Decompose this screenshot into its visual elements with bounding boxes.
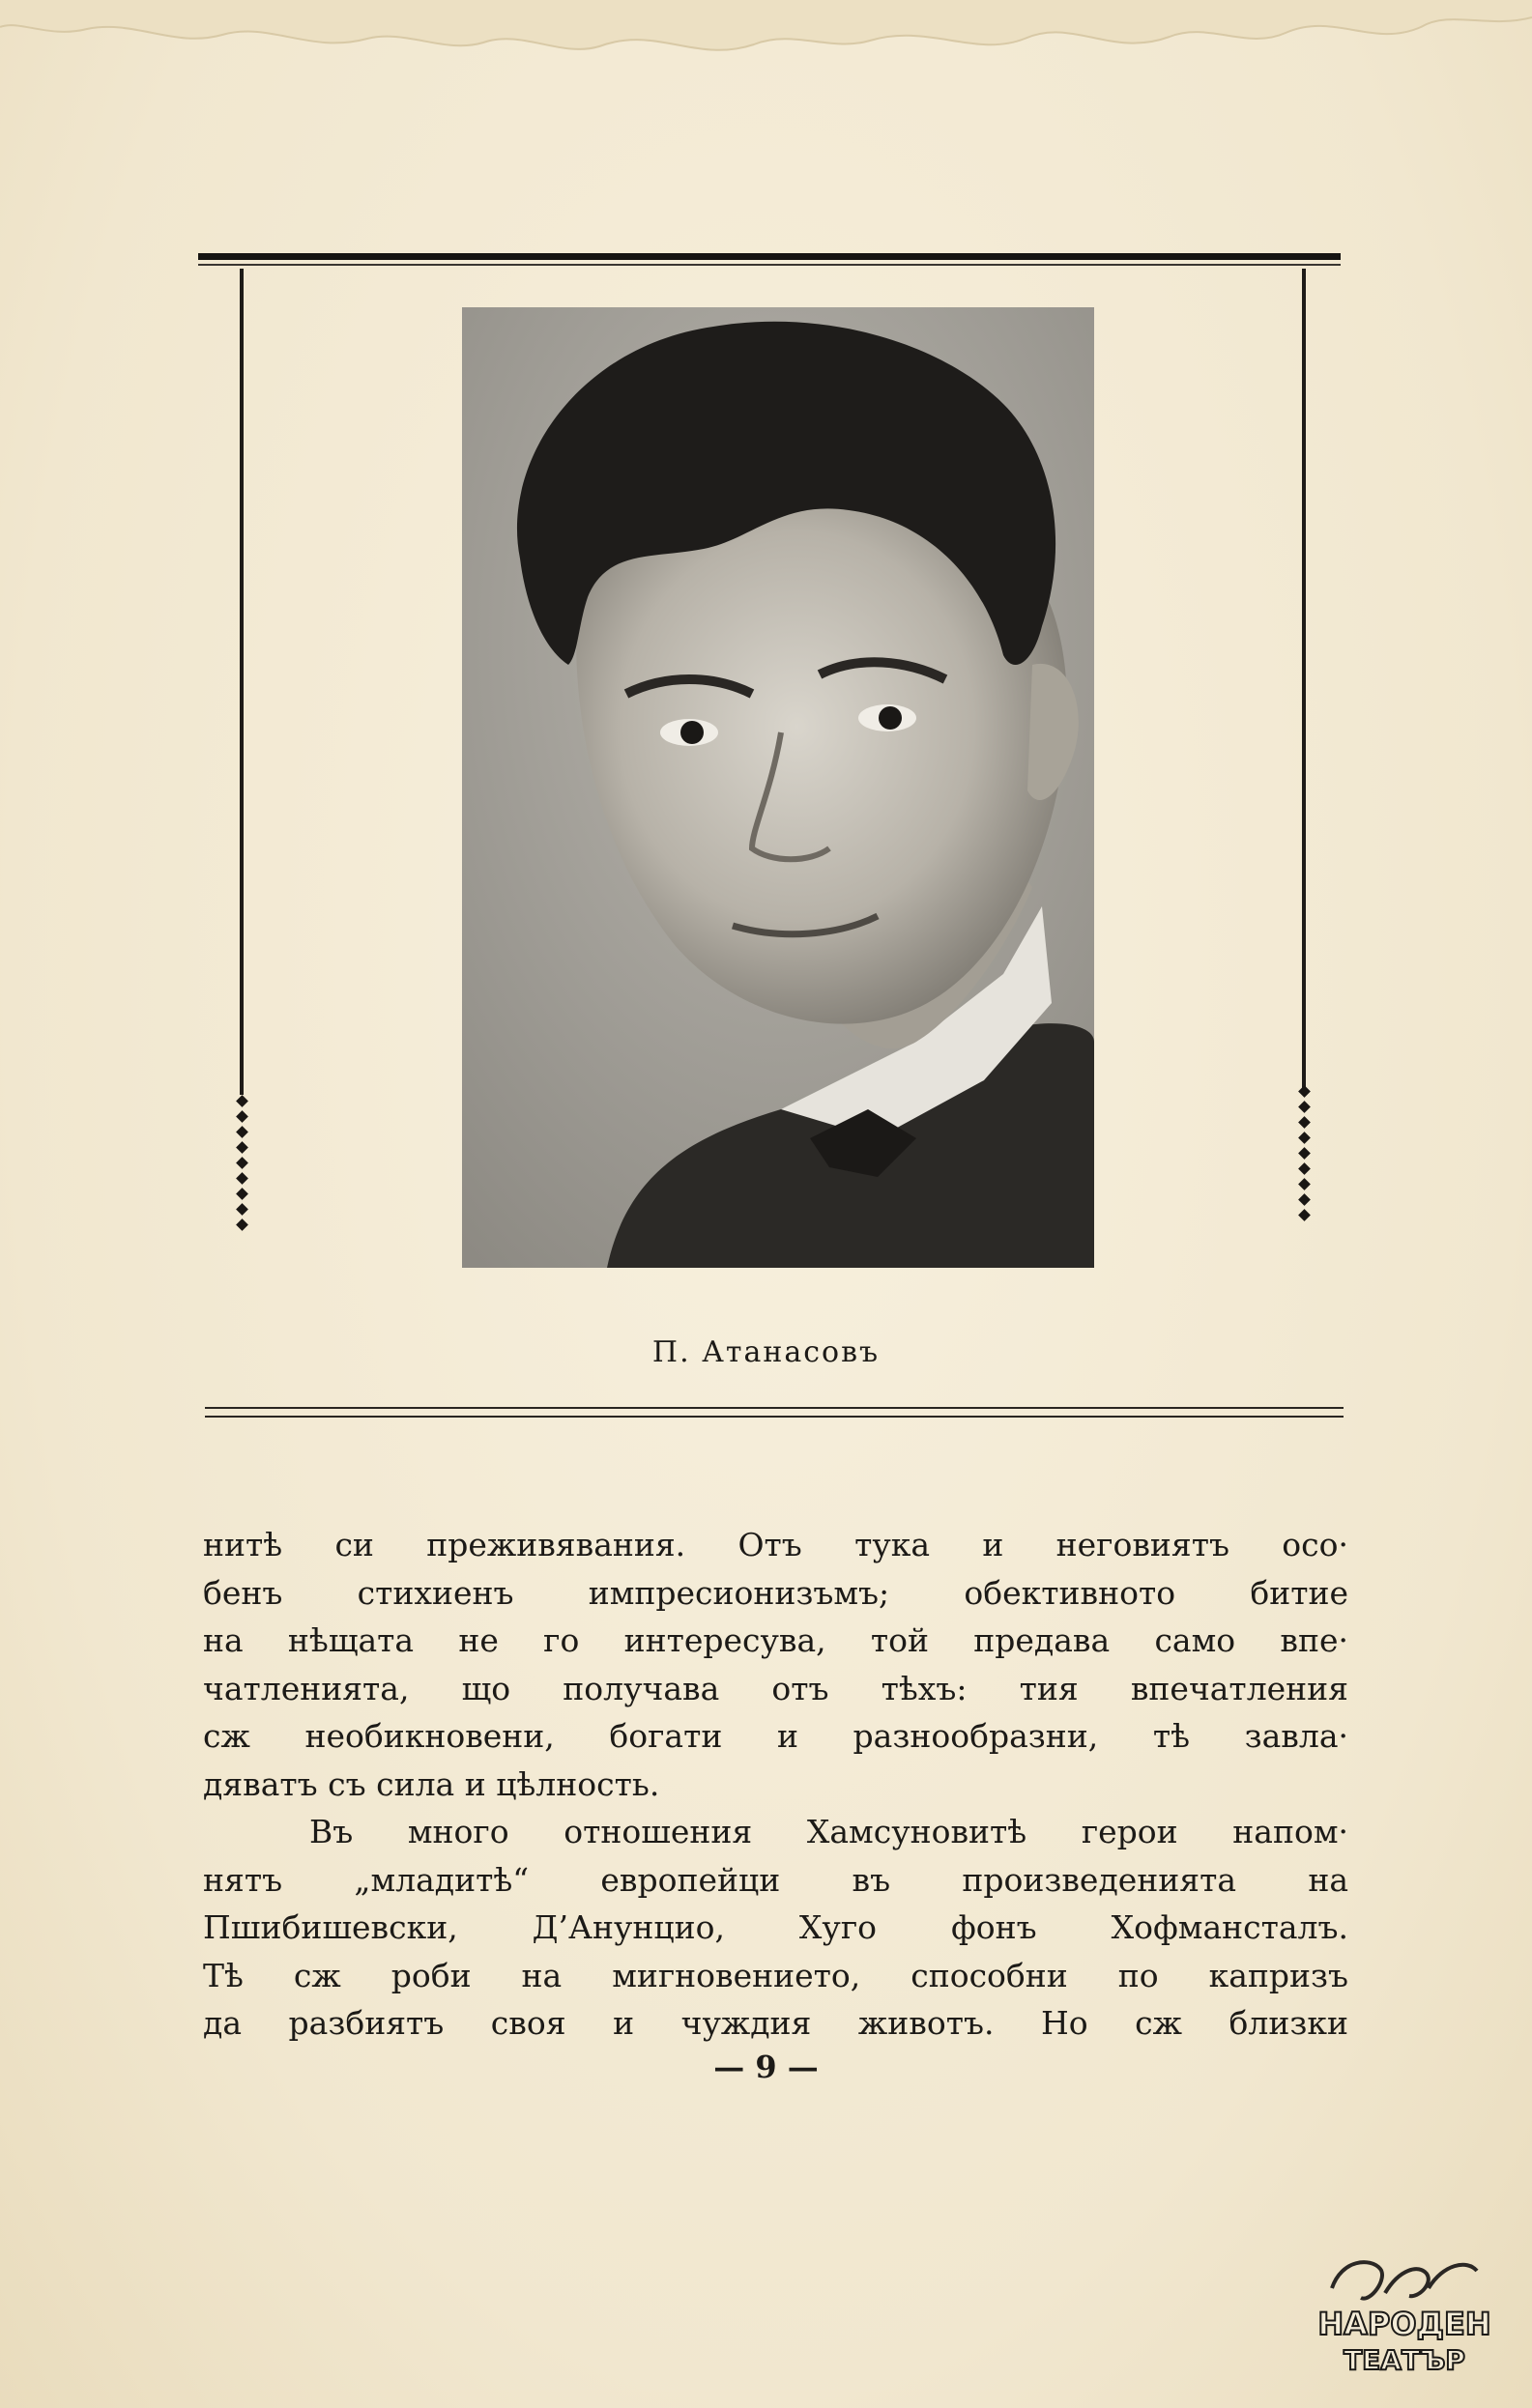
body-text [203, 1521, 1348, 2048]
text-line: на нѣщата не го интересува, той предава само впе· [203, 1621, 1348, 1659]
portrait-photo [462, 307, 1094, 1268]
text-line: нитѣ си преживявания. Отъ тука и неговиятъ осо· [203, 1526, 1348, 1563]
text-line: да разбиятъ своя и чуждия животъ. Но сж близки [203, 2004, 1348, 2042]
text-line: дяватъ съ сила и цѣлность. [203, 1764, 660, 1803]
text-line: бенъ стихиенъ импресионизъмъ; обективното битие [203, 1573, 1348, 1612]
left-diamond-ornament [234, 1097, 249, 1236]
photo-caption: П. Атанасовъ [651, 1335, 881, 1369]
text-line: нятъ „младитѣ“ европейци въ произведенията на [203, 1860, 1348, 1899]
text-line: Въ много отношения Хамсуновитѣ герои напом· [309, 1813, 1348, 1850]
text-line: Тѣ сж роби на мигновението, способни по капризъ [203, 1956, 1348, 1994]
frame-right-rule [1302, 269, 1306, 1095]
national-theatre-logo [1313, 2250, 1496, 2377]
frame-top-thin-rule [198, 264, 1341, 266]
text-line: сж необикновени, богати и разнообразни, тѣ завла· [203, 1717, 1348, 1755]
frame-top-rule [198, 253, 1341, 260]
svg-text:НАРОДЕН: НАРОДЕН [1317, 2306, 1491, 2342]
separator-rule-upper [205, 1407, 1344, 1409]
page-number: — 9 — [713, 2049, 819, 2085]
frame-left-rule [240, 269, 244, 1095]
text-line: Пшибишевски, Д’Анунцио, Хуго фонъ Хофмансталъ. [203, 1908, 1348, 1946]
svg-text:ТЕАТЪР: ТЕАТЪР [1344, 2344, 1465, 2376]
separator-rule-lower [205, 1416, 1344, 1418]
right-diamond-ornament [1296, 1087, 1312, 1226]
torn-paper-edge [0, 0, 1532, 68]
text-line: чатленията, що получава отъ тѣхъ: тия впечатления [203, 1669, 1348, 1707]
